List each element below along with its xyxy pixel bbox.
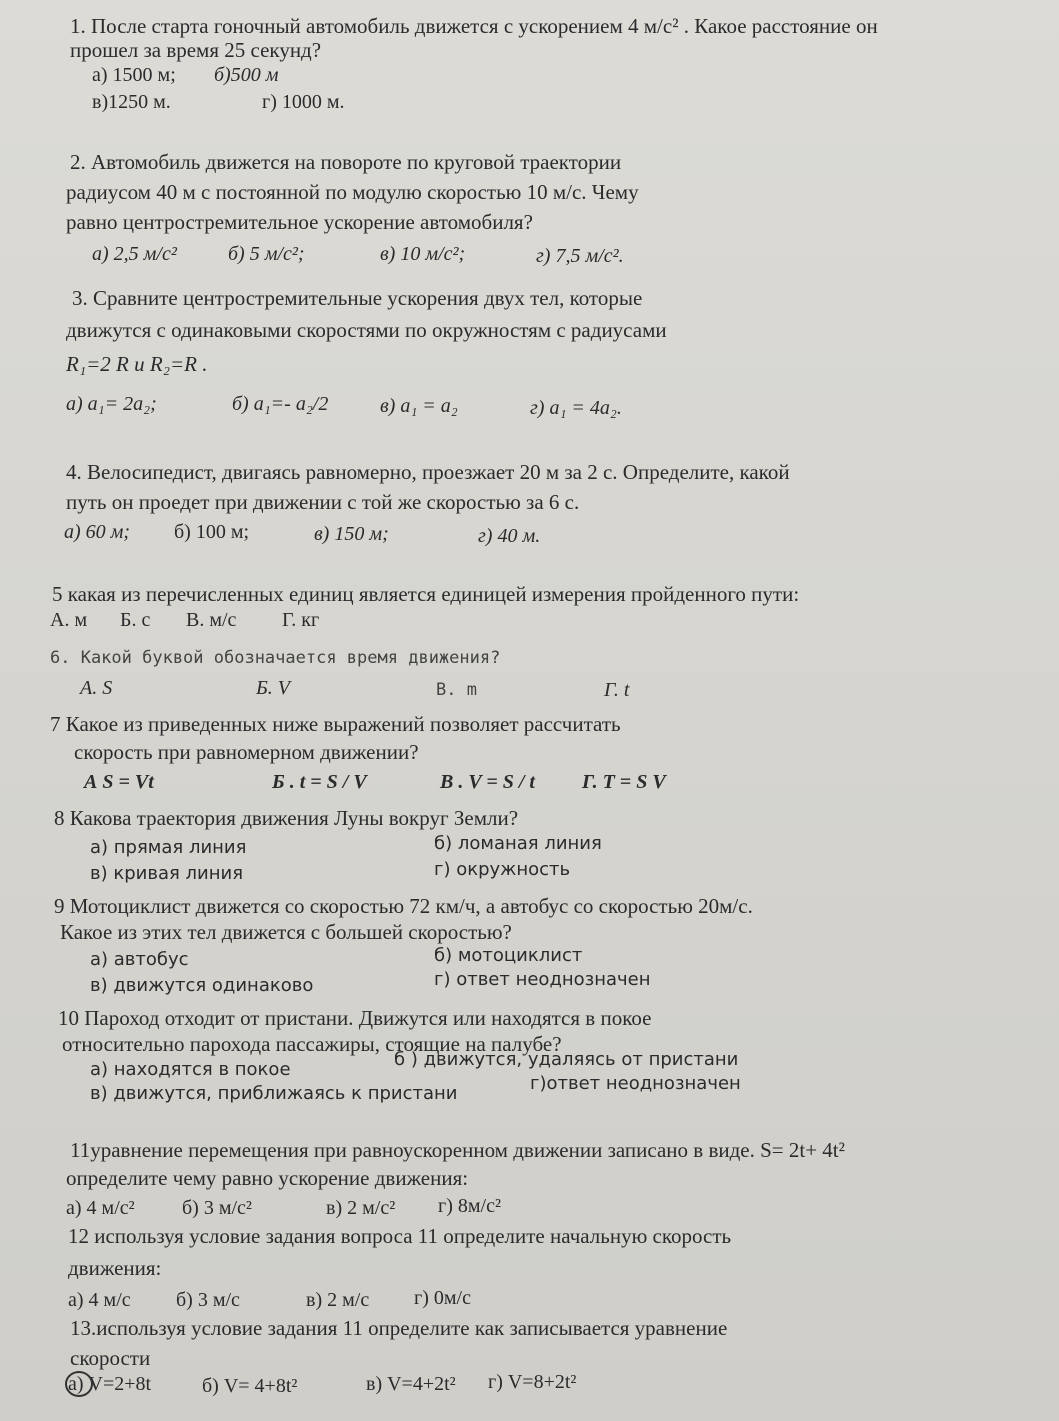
question-3-text-line-1: 3. Сравните центростремительные ускорения двух тел, которые	[72, 286, 643, 310]
question-11-text-line-1: 11уравнение перемещения при равноускоренном движении записано в виде. S= 2t+ 4t²	[70, 1138, 845, 1162]
question-13-option-d: г) V=8+2t²	[488, 1371, 577, 1393]
question-1-option-d: г) 1000 м.	[262, 91, 345, 113]
question-13-option-a: а) V=2+8t	[68, 1373, 152, 1395]
question-7-option-c: В . V = S / t	[440, 771, 535, 793]
question-6-option-c: В. m	[436, 680, 477, 700]
question-7-option-a: А S = Vt	[84, 771, 154, 793]
question-2-option-c: в) 10 м/с²;	[380, 243, 466, 265]
question-5-option-b: Б. с	[120, 609, 151, 631]
question-10-option-a: а) находятся в покое	[90, 1059, 291, 1080]
question-3-option-c: в) a₁ = a₂	[380, 395, 458, 417]
question-6-option-d: Г. t	[604, 679, 630, 701]
question-12-option-b: б) 3 м/с	[176, 1289, 240, 1311]
question-7-option-d: Г. T = S V	[582, 771, 666, 793]
question-11-option-b: б) 3 м/с²	[182, 1197, 252, 1219]
question-13-option-c: в) V=4+2t²	[366, 1373, 456, 1395]
question-10-text-line-1: 10 Пароход отходит от пристани. Движутся или находятся в покое	[58, 1006, 652, 1030]
question-9-option-b: б) мотоциклист	[434, 945, 583, 966]
question-12-option-a: а) 4 м/с	[68, 1289, 131, 1311]
question-8-option-b: б) ломаная линия	[434, 833, 602, 854]
question-3-option-a: а) a₁= 2a₂;	[66, 393, 157, 415]
question-4-option-b: б) 100 м;	[174, 521, 250, 543]
question-12-text-line-1: 12 используя условие задания вопроса 11 определите начальную скорость	[68, 1224, 732, 1248]
question-6-text-line-1: 6. Какой буквой обозначается время движения?	[50, 648, 501, 668]
question-5-option-a: А. м	[50, 609, 88, 631]
question-11-option-a: а) 4 м/с²	[66, 1197, 135, 1219]
question-2-option-b: б) 5 м/с²;	[228, 243, 305, 265]
answer-circle-mark	[62, 1368, 96, 1400]
question-7-text-line-1: 7 Какое из приведенных ниже выражений позволяет рассчитать	[50, 712, 621, 736]
question-13-option-b: б) V= 4+8t²	[202, 1375, 298, 1397]
question-10-option-d: г)ответ неоднозначен	[530, 1073, 741, 1094]
question-9-option-d: г) ответ неоднозначен	[434, 969, 651, 990]
question-6-option-a: А. S	[80, 677, 113, 699]
question-5-text-line-1: 5 какая из перечисленных единиц является единицей измерения пройденного пути:	[52, 582, 800, 606]
question-7-text-line-2: скорость при равномерном движении?	[74, 740, 419, 764]
question-2-option-d: г) 7,5 м/с².	[536, 245, 624, 267]
question-9-text-line-2: Какое из этих тел движется с большей скоростью?	[60, 920, 512, 944]
question-2-text-line-3: равно центростремительное ускорение автомобиля?	[66, 210, 533, 234]
question-10-text-line-2: относительно парохода пассажиры, стоящие на палубе?	[62, 1032, 562, 1056]
question-3-text-line-3: R₁=2 R и R₂=R .	[66, 352, 208, 376]
question-11-option-d: г) 8м/с²	[438, 1195, 501, 1217]
question-9-text-line-1: 9 Мотоциклист движется со скоростью 72 км/ч, а автобус со скоростью 20м/с.	[54, 894, 753, 918]
question-10-option-b: б ) движутся, удаляясь от пристани	[394, 1049, 739, 1070]
question-11-text-line-2: определите чему равно ускорение движения:	[66, 1166, 469, 1190]
question-3-option-d: г) a₁ = 4a₂.	[530, 397, 622, 419]
question-8-text-line-1: 8 Какова траектория движения Луны вокруг Земли?	[54, 806, 519, 830]
question-8-option-d: г) окружность	[434, 859, 571, 880]
question-2-text-line-1: 2. Автомобиль движется на повороте по круговой траектории	[70, 150, 622, 174]
question-1-option-b: б)500 м	[214, 64, 279, 86]
question-12-option-d: г) 0м/с	[414, 1287, 471, 1309]
question-9-option-c: в) движутся одинаково	[90, 975, 314, 996]
question-3-option-b: б) a₁=- a₂/2	[232, 393, 329, 415]
question-4-option-c: в) 150 м;	[314, 523, 389, 545]
question-7-option-b: Б . t = S / V	[272, 771, 367, 793]
question-8-option-c: в) кривая линия	[90, 863, 244, 884]
question-1-text-line-2: прошел за время 25 секунд?	[70, 38, 322, 62]
question-8-option-a: а) прямая линия	[90, 837, 247, 858]
question-4-option-d: г) 40 м.	[478, 525, 541, 547]
question-1-option-c: в)1250 м.	[92, 91, 171, 113]
question-2-text-line-2: радиусом 40 м с постоянной по модулю скоростью 10 м/с. Чему	[66, 180, 639, 204]
question-3-text-line-2: движутся с одинаковыми скоростями по окружностям с радиусами	[66, 318, 667, 342]
question-6-option-b: Б. V	[256, 677, 291, 699]
question-13-text-line-1: 13.используя условие задания 11 определите как записывается уравнение	[70, 1316, 728, 1340]
question-12-text-line-2: движения:	[68, 1256, 162, 1280]
question-1-option-a: а) 1500 м;	[92, 64, 176, 86]
question-10-option-c: в) движутся, приближаясь к пристани	[90, 1083, 458, 1104]
question-13-text-line-2: скорости	[70, 1346, 151, 1370]
question-11-option-c: в) 2 м/с²	[326, 1197, 396, 1219]
question-9-option-a: а) автобус	[90, 949, 189, 970]
question-5-option-d: Г. кг	[282, 609, 320, 631]
question-5-option-c: В. м/с	[186, 609, 237, 631]
question-4-text-line-2: путь он проедет при движении с той же скоростью за 6 с.	[66, 490, 580, 514]
question-12-option-c: в) 2 м/с	[306, 1289, 370, 1311]
question-2-option-a: а) 2,5 м/с²	[92, 243, 177, 265]
question-1-text-line-1: 1. После старта гоночный автомобиль движется с ускорением 4 м/с² . Какое расстояние он	[70, 14, 878, 38]
question-4-text-line-1: 4. Велосипедист, двигаясь равномерно, проезжает 20 м за 2 с. Определите, какой	[66, 460, 790, 484]
question-4-option-a: а) 60 м;	[64, 521, 131, 543]
